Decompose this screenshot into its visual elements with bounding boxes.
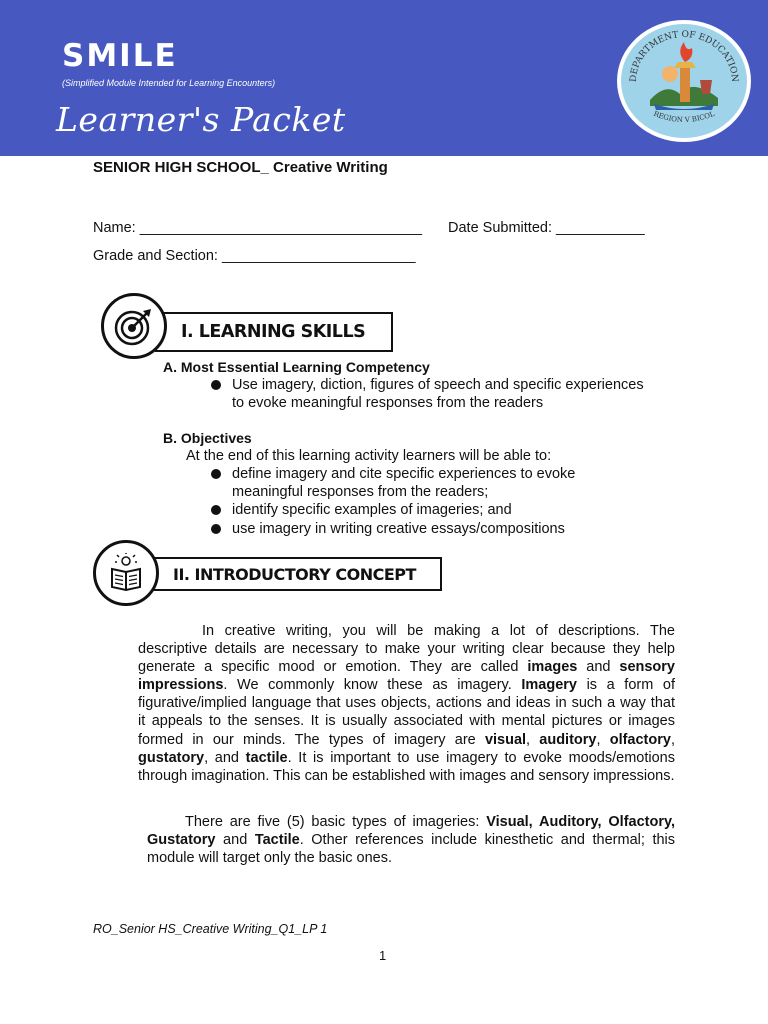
brand-subtitle: (Simplified Module Intended for Learning Encounters) — [62, 78, 276, 88]
section-learning-skills-heading — [101, 293, 396, 359]
course-title: SENIOR HIGH SCHOOL_ Creative Writing — [93, 159, 388, 176]
bullet-icon — [211, 524, 221, 534]
bullet-icon — [211, 380, 221, 390]
competency-line-2: to evoke meaningful responses from the readers — [232, 395, 544, 411]
page-number: 1 — [379, 948, 387, 963]
section-introductory-concept-heading — [93, 540, 443, 606]
intro-paragraph-1: In creative writing, you will be making a lot of descriptions. The descriptive details are necessary to make your writing clear because they help generate a specific mood or emotion. They are called images and sensory impressions. We commonly know these as imagery. Imagery is a form of figurative/implied language that uses objects, actions and ideas in such a way that it appeals to the senses. It is usually associated with mental pictures or images formed in our minds. The types of imagery are visual, auditory, olfactory, gustatory, and tactile. It is important to use imagery to evoke moods/emotions through imagination. This can be established with images and sensory impressions. — [138, 623, 675, 784]
objective-1-line-1: define imagery and cite specific experiences to evoke — [232, 466, 576, 482]
svg-text:REGION V BICOL: REGION V BICOL — [652, 109, 716, 125]
objective-3: use imagery in writing creative essays/compositions — [232, 521, 565, 537]
competency-heading: A. Most Essential Learning Competency — [163, 359, 430, 375]
target-icon — [101, 293, 167, 359]
brand-title: SMILE — [62, 38, 178, 74]
section-title: I. LEARNING SKILLS — [181, 322, 366, 342]
book-idea-icon — [93, 540, 159, 606]
objective-1-line-2: meaningful responses from the readers; — [232, 484, 489, 500]
bullet-icon — [211, 505, 221, 515]
footer-code: RO_Senior HS_Creative Writing_Q1_LP 1 — [93, 922, 328, 936]
intro-paragraph-2: There are five (5) basic types of imageries: Visual, Auditory, Olfactory, Gustatory and Tactile. Other references include kinesthetic and thermal; this module will target only the basic ones. — [147, 814, 676, 867]
header-banner — [0, 0, 768, 156]
objective-2: identify specific examples of imageries; and — [232, 502, 512, 518]
objectives-heading: B. Objectives — [163, 430, 252, 446]
packet-title: Learner's Packet — [56, 100, 346, 139]
svg-text:DEPARTMENT OF EDUCATION: DEPARTMENT OF EDUCATION — [628, 29, 740, 83]
section-title: II. INTRODUCTORY CONCEPT — [173, 564, 416, 584]
grade-section-label: Grade and Section: ________________________ — [93, 248, 416, 264]
date-submitted-label: Date Submitted: ___________ — [448, 220, 645, 236]
competency-line-1: Use imagery, diction, figures of speech and specific experiences — [232, 377, 644, 393]
bullet-icon — [211, 469, 221, 479]
objectives-intro: At the end of this learning activity learners will be able to: — [186, 448, 552, 464]
name-field-label: Name: ___________________________________ — [93, 220, 422, 236]
deped-seal-logo — [614, 18, 754, 144]
